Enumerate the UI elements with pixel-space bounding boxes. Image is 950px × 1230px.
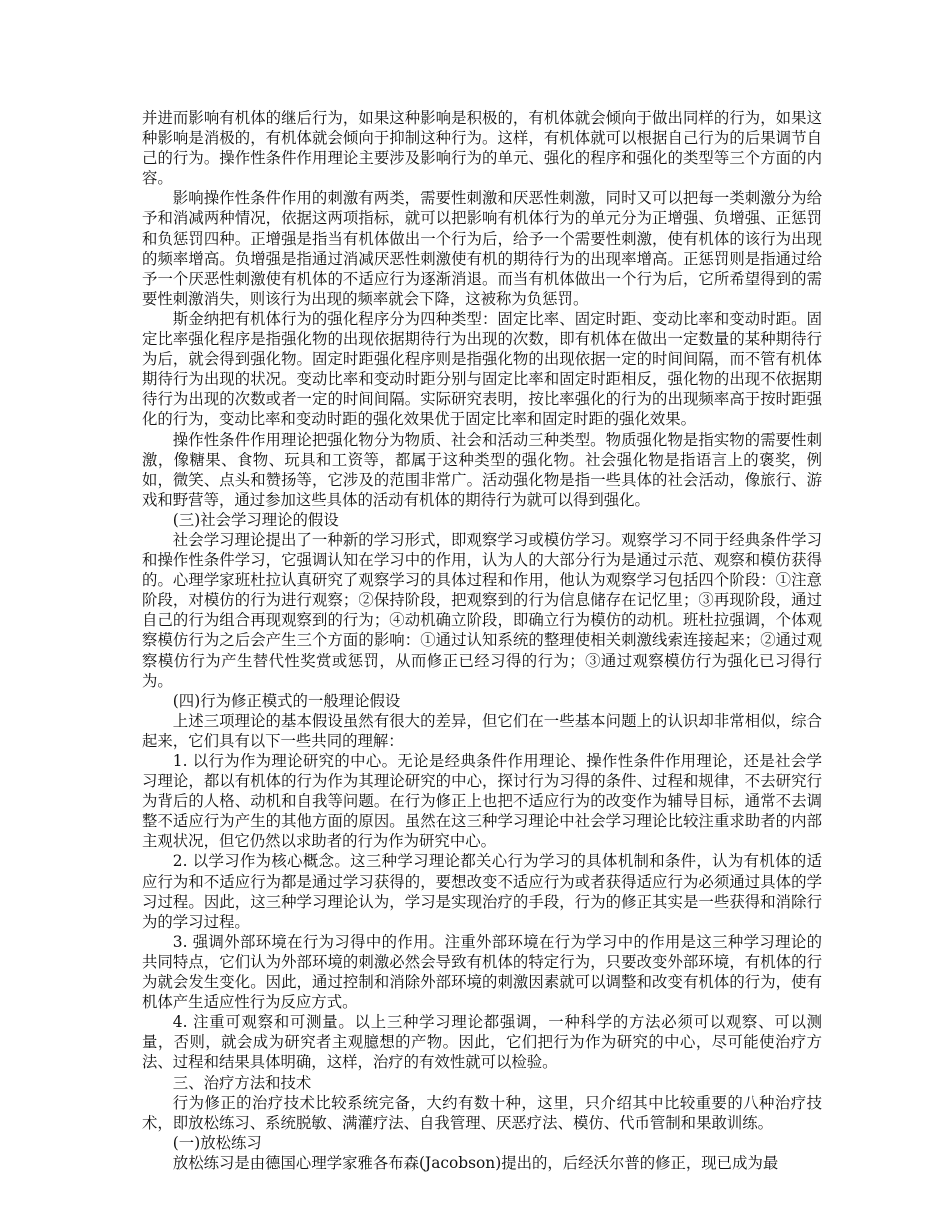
section-heading: (一)放松练习: [172, 1133, 262, 1152]
paragraph: 行为修正的治疗技术比较系统完备，大约有数十种，这里，只介绍其中比较重要的八种治疗技术，即放松练习、系统脱敏、满灌疗法、自我管理、厌恶疗法、模仿、代币管制和果敢训练。: [142, 1093, 822, 1132]
paragraph: 影响操作性条件作用的刺激有两类，需要性刺激和厌恶性刺激，同时又可以把每一类刺激分为给予和消减两种情况，依据这两项指标，就可以把影响有机体行为的单元分为正增强、负增强、正惩罚和负惩罚四种。正增强是指当有机体做出一个行为后，给予一个需要性刺激，使有机体的该行为出现的频率增高。负增强是指通过消减厌恶性刺激使有机的期待行为的出现率增高。正惩罚则是指通过给予一个厌恶性刺激使有机体的不适应行为逐渐消退。而当有机体做出一个行为后，它所希望得到的需要性刺激消失，则该行为出现的频率就会下降，这被称为负惩罚。: [142, 189, 822, 308]
paragraph: 2. 以学习作为核心概念。这三种学习理论都关心行为学习的具体机制和条件，认为有机体的适应行为和不适应行为都是通过学习获得的，要想改变不适应行为或者获得适应行为必须通过具体的学习过程。因此，这三种学习理论认为，学习是实现治疗的手段，行为的修正其实是一些获得和消除行为的学习过程。: [142, 852, 822, 931]
paragraph: 社会学习理论提出了一种新的学习形式，即观察学习或模仿学习。观察学习不同于经典条件学习和操作性条件学习，它强调认知在学习中的作用，认为人的大部分行为是通过示范、观察和模仿获得的。心理学家班杜拉认真研究了观察学习的具体过程和作用，他认为观察学习包括四个阶段：①注意阶段，对模仿的行为进行观察；②保持阶段，把观察到的行为信息储存在记忆里；③再现阶段，通过自己的行为组合再现观察到的行为；④动机确立阶段，即确立行为模仿的动机。班杜拉强调，个体观察模仿行为之后会产生三个方面的影响：①通过认知系统的整理使相关刺激线索连接起来；②通过观察模仿行为产生替代性奖赏或惩罚，从而修正已经习得的行为；③通过观察模仿行为强化已习得行为。: [142, 530, 822, 690]
paragraph: 1. 以行为作为理论研究的中心。无论是经典条件作用理论、操作性条件作用理论，还是社会学习理论，都以有机体的行为作为其理论研究的中心，探讨行为习得的条件、过程和规律，不去研究行为背后的人格、动机和自我等问题。在行为修正上也把不适应行为的改变作为辅导目标，通常不去调整不适应行为产生的其他方面的原因。虽然在这三种学习理论中社会学习理论比较注重求助者的内部主观状况，但它仍然以求助者的行为作为研究中心。: [142, 752, 822, 851]
section-heading: (三)社会学习理论的假设: [172, 510, 339, 529]
section-heading: 三、治疗方法和技术: [172, 1073, 312, 1092]
paragraph: 斯金纳把有机体行为的强化程序分为四种类型：固定比率、固定时距、变动比率和变动时距。固定比率强化程序是指强化物的出现依据期待行为出现的次数，即有机体在做出一定数量的某种期待行为后，就会得到强化物。固定时距强化程序则是指强化物的出现依据一定的时间间隔，而不管有机体期待行为出现的状况。变动比率和变动时距分别与固定比率和固定时距相反，强化物的出现不依据期待行为出现的次数或者一定的时间间隔。实际研究表明，按比率强化的行为的出现频率高于按时距强化的行为，变动比率和变动时距的强化效果优于固定比率和固定时距的强化效果。: [142, 309, 822, 429]
paragraph: 4. 注重可观察和可测量。以上三种学习理论都强调，一种科学的方法必须可以观察、可以测量，否则，就会成为研究者主观臆想的产物。因此，它们把行为作为研究的中心，尽可能使治疗方法、过程和结果具体明确，这样，治疗的有效性就可以检验。: [142, 1013, 822, 1072]
paragraph: 操作性条件作用理论把强化物分为物质、社会和活动三种类型。物质强化物是指实物的需要性刺激，像糖果、食物、玩具和工资等，都属于这种类型的强化物。社会强化物是指语言上的褒奖，例如，微笑、点头和赞扬等，它涉及的范围非常广。活动强化物是指一些具体的社会活动，像旅行、游戏和野营等，通过参加这些具体的活动有机体的期待行为就可以得到强化。: [142, 430, 822, 509]
document-body: [142, 108, 822, 1173]
paragraph: 并进而影响有机体的继后行为，如果这种影响是积极的，有机体就会倾向于做出同样的行为，如果这种影响是消极的，有机体就会倾向于抑制这种行为。这样，有机体就可以根据自己行为的后果调节自己的行为。操作性条件作用理论主要涉及影响行为的单元、强化的程序和强化的类型等三个方面的内容。: [142, 109, 822, 188]
paragraph: 3. 强调外部环境在行为习得中的作用。注重外部环境在行为学习中的作用是这三种学习理论的共同特点，它们认为外部环境的刺激必然会导致有机体的特定行为，只要改变外部环境，有机体的行为就会发生变化。因此，通过控制和消除外部环境的刺激因素就可以调整和改变有机体的行为，使有机体产生适应性行为反应方式。: [142, 932, 822, 1012]
paragraph: 上述三项理论的基本假设虽然有很大的差异，但它们在一些基本问题上的认识却非常相似，综合起来，它们具有以下一些共同的理解：: [142, 711, 822, 750]
paragraph: 放松练习是由德国心理学家雅各布森(Jacobson)提出的，后经沃尔普的修正，现已成为最: [172, 1153, 779, 1172]
section-heading: (四)行为修正模式的一般理论假设: [172, 691, 401, 710]
